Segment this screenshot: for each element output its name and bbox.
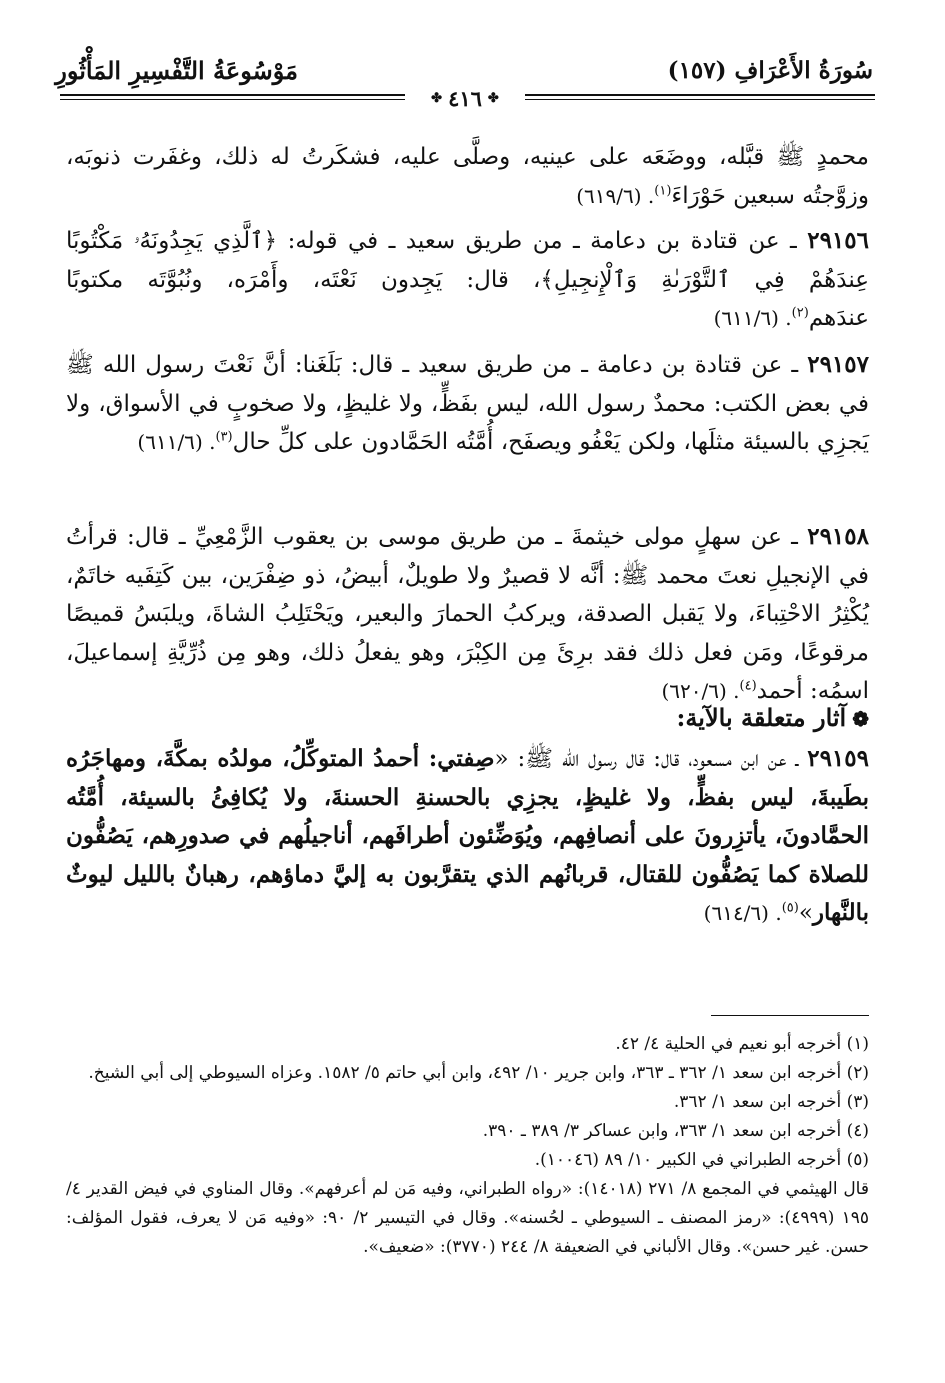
footnote-marker: (٥) — [781, 900, 799, 916]
ornament-icon: ✤ — [431, 90, 443, 106]
narration-number: ٢٩١٥٦ — [807, 227, 869, 254]
footnote-marker: (٣) — [215, 429, 233, 445]
narration-29157 — [66, 346, 869, 462]
narration-number: ٢٩١٥٩ — [807, 745, 869, 772]
footnote-3: (٣) أخرجه ابن سعد ١/ ٣٦٢. — [673, 1092, 869, 1112]
footnote-5-commentary: قال الهيثمي في المجمع ٨/ ٢٧١ (١٤٠١٨): «رواه الطبراني، وفيه مَن لم أعرفهم». وقال المناوي في فيض القدير ٤/ ١٩٥ (٤٩٩٩): «رمز المصنف ـ السيوطي ـ لحُسنه». وقال في التيسير ٢/ ٩٠: «وفيه مَن لا يعرف، فقول المؤلف: حسن. غير حسن». وقال الألباني في الضعيفة ٨/ ٢٤٤ (٣٧٧٠): «ضعيف». — [66, 1179, 869, 1257]
footnote-marker: (٢) — [791, 305, 809, 321]
paragraph-text: محمدٍ ﷺ قبَّله، ووضَعَه على عينيه، وصلَّى عليه، فشكَرتُ له ذلك، وغفَرت ذنوبَه، وزوَّجتُه سبعين حَوْرَاءَ — [66, 144, 869, 209]
ornament-icon: ✤ — [487, 90, 499, 106]
narration-29156 — [66, 222, 869, 338]
footnotes — [66, 1030, 869, 1262]
volume-page-ref: . (٦١١/٦) — [137, 430, 216, 454]
quote-close: » — [798, 900, 813, 926]
page-number-box — [405, 86, 525, 110]
paragraph-text: ـ عن قتادة بن دعامة ـ من طريق سعيد ـ قال: بَلَغَنا: أنَّ نَعْتَ رسول الله ﷺ في بعض الكتب: محمدٌ رسول الله، ليس بفَظٍّ، ولا غليظٍ، ولا صخوبٍ في الأسواق، ولا يَجزِي بالسيئة مثلَها، ولكن يَعْفُو ويصفَح، أُمَّتُه الحَمَّادون على كلِّ حال — [66, 352, 869, 455]
narration-29158 — [66, 518, 869, 711]
narration-number: ٢٩١٥٨ — [807, 523, 869, 550]
footnote-2: (٢) أخرجه ابن سعد ١/ ٣٦٢ ـ ٣٦٣، وابن جرير ١٠/ ٤٩٢، وابن أبي حاتم ٥/ ١٥٨٢. وعزاه السيوطي إلى أبي الشيخ. — [88, 1063, 869, 1083]
footnote-5: (٥) أخرجه الطبراني في الكبير ١٠/ ٨٩ (١٠٠٤٦). — [534, 1150, 869, 1170]
footnote-4: (٤) أخرجه ابن سعد ١/ ٣٦٣، وابن عساكر ٣/ ٣٨٩ ـ ٣٩٠. — [482, 1121, 869, 1141]
flower-ornament-icon: ❁ — [852, 707, 869, 731]
volume-page-ref: . (٦٢٠/٦) — [661, 679, 740, 703]
volume-page-ref: . (٦١١/٦) — [713, 306, 792, 330]
page-number: ٤١٦ — [448, 85, 482, 111]
volume-page-ref: . (٦١٤/٦) — [703, 901, 782, 925]
paragraph-text: ـ عن سهلٍ مولى خيثمةَ ـ من طريق موسى بن يعقوب الزَّمْعِيِّ ـ قال: قرأتُ في الإنجيلِ نعتَ محمد ﷺ: أنَّه لا قصيرٌ ولا طويلٌ، أبيضُ، ذو ضِفْرَين، بين كَتِفَيه خاتَمٌ، يُكْثِرُ الاحْتِباءَ، ولا يَقبل الصدقة، ويركبُ الحمارَ والبعير، ويَحْتَلِبُ الشاةَ، ويلبَسُ قميصًا مرقوعًا، ومَن فعل ذلك فقد برِئَ مِن الكِبْرَ، وهو يفعلُ ذلك، وهو مِن ذُرِّيَّةِ إسماعيلَ، اسمُه: أحمد — [66, 524, 869, 704]
book-title: مَوْسُوعَةُ التَّفْسِيرِ المَأْثُورِ — [55, 56, 298, 85]
hadith-quote: صِفتي: أحمدُ المتوكِّلُ، مولدُه بمكَّةَ، ومهاجَرُه بطَيبةَ، ليس بفظٍّ، ولا غليظٍ، يجزِي بالحسنةِ الحسنةَ، ولا يُكافِئُ بالسيئة، أُمَّتُه الحمَّادونَ، يأتزِرونَ على أنصافِهم، ويُوَضِّئون أطرافَهم، أناجيلُهم في صدورِهم، يَصُفُّون للصلاة كما يَصُفُّون للقتال، قربانُهم الذي يتقرَّبون به إليَّ دماؤهم، رهبانٌ بالليل ليوثٌ بالنَّهار — [66, 745, 869, 926]
narration-29159 — [66, 740, 869, 933]
surah-title: سُورَةُ الأَعْرَافِ (١٥٧) — [667, 57, 873, 84]
footnote-separator — [711, 1015, 869, 1016]
section-heading-text: آثار متعلقة بالآية: — [676, 703, 847, 732]
footnote-marker: (١) — [654, 182, 672, 198]
paragraph-text: ـ عن ابن مسعود، قال: قال رسول الله ﷺ: « — [494, 746, 808, 772]
paragraph-continuation — [66, 138, 869, 215]
footnote-marker: (٤) — [739, 678, 757, 694]
volume-page-ref: . (٦١٩/٦) — [576, 183, 655, 208]
narration-number: ٢٩١٥٧ — [807, 351, 869, 378]
paragraph-text: ـ عن قتادة بن دعامة ـ من طريق سعيد ـ في قوله: ﴿ٱلَّذِي يَجِدُونَهُۥ مَكْتُوبًا عِندَهُمْ فِي ٱلتَّوْرَىٰةِ وَٱلْإِنجِيلِ﴾، قال: يَجِدون نَعْتَه، وأَمْرَه، ونُبُوَّتَه مكتوبًا عندَهم — [66, 228, 869, 331]
footnote-1: (١) أخرجه أبو نعيم في الحلية ٤/ ٤٢. — [615, 1034, 869, 1054]
section-heading — [369, 700, 869, 737]
